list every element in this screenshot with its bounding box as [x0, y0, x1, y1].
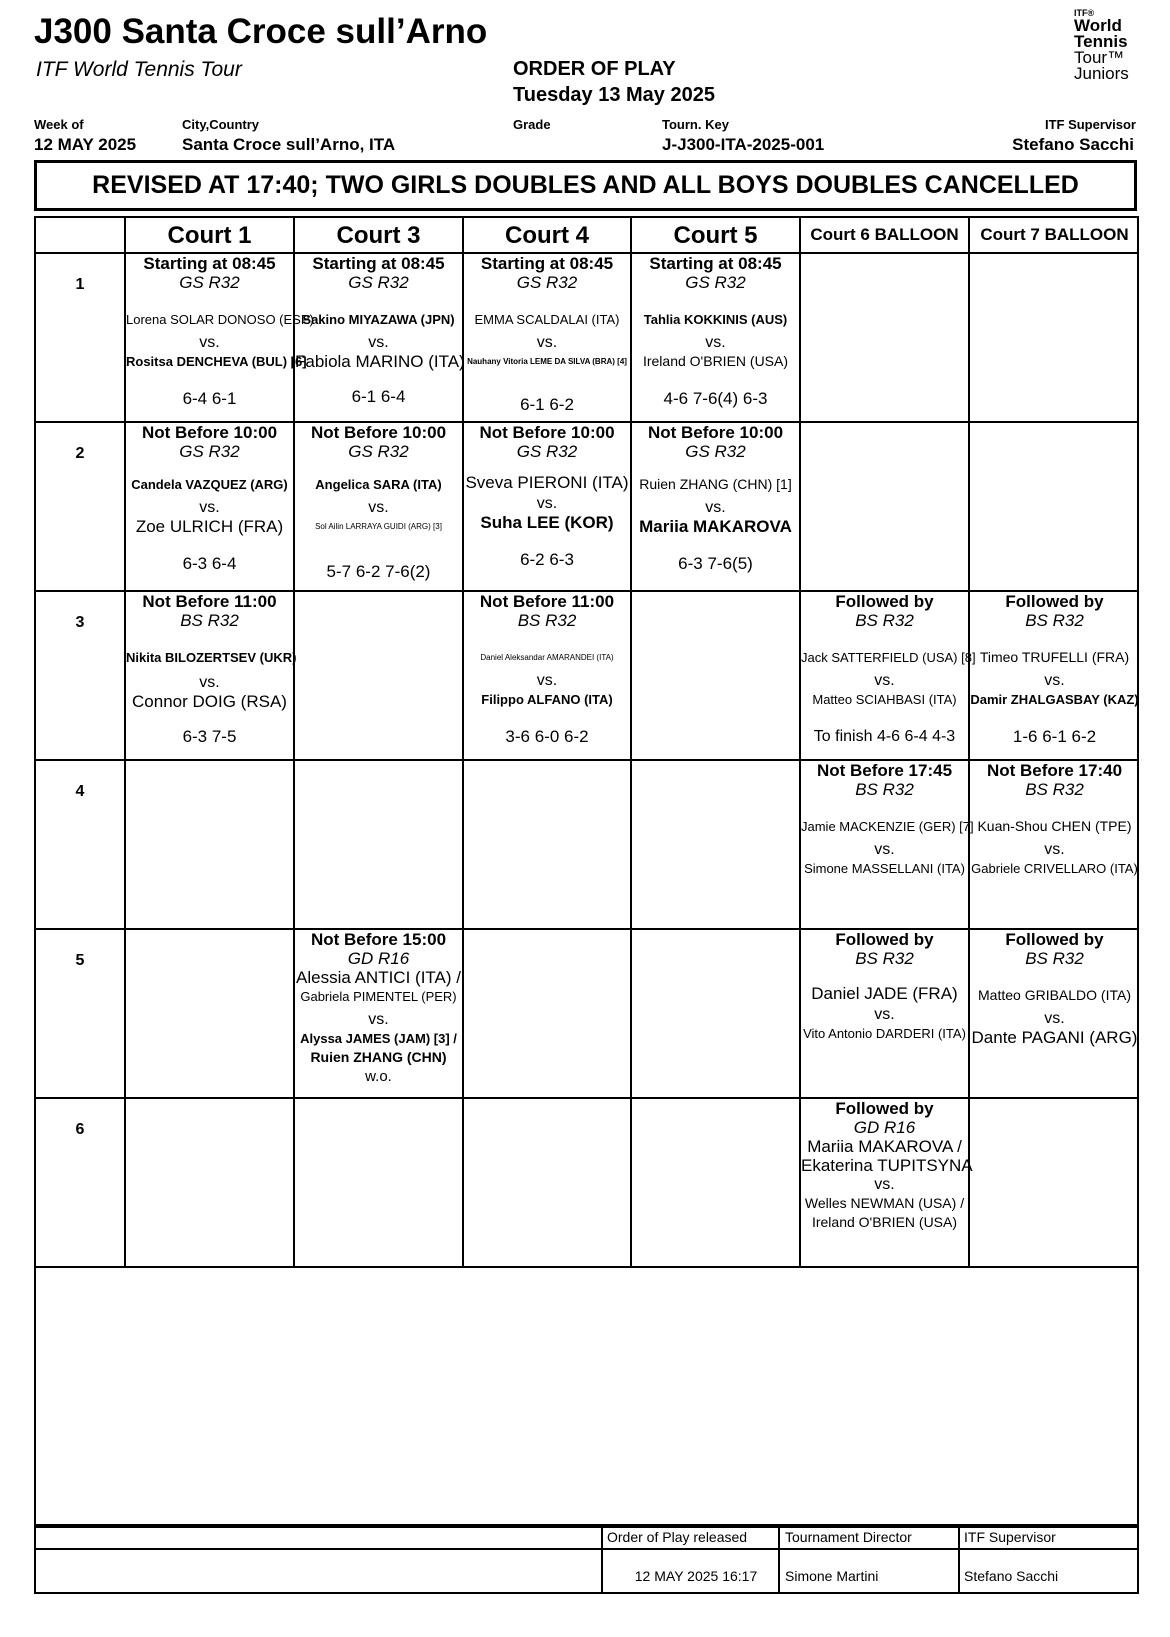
match-cell: [126, 592, 295, 761]
order-of-play-grid: [34, 216, 1139, 1526]
match-round: GS R32: [348, 273, 409, 292]
match-cell: [295, 254, 464, 423]
match-round: GS R32: [516, 273, 578, 292]
tourn-key-label: Tourn. Key: [662, 117, 729, 132]
logo-itf-mark: ITF®: [1074, 8, 1095, 18]
supervisor-value: Stefano Sacchi: [1012, 135, 1134, 154]
empty-cell: [632, 761, 801, 930]
match-cell: [295, 930, 464, 1099]
versus: vs.: [536, 334, 558, 351]
versus: vs.: [536, 495, 558, 512]
empty-cell: [464, 761, 632, 930]
match-score: 6-3 7-6(5): [678, 554, 753, 573]
play-date: Tuesday 13 May 2025: [513, 84, 715, 106]
match-score: 3-6 6-0 6-2: [505, 727, 589, 746]
match-cell: [126, 423, 295, 592]
match-score: 6-4 6-1: [182, 389, 237, 408]
player-1: Candela VAZQUEZ (ARG): [131, 477, 288, 492]
match-score: 6-3 6-4: [182, 554, 237, 573]
match-round: BS R32: [855, 780, 914, 799]
match-time: Not Before 11:00: [142, 592, 277, 611]
match-round: GS R32: [179, 442, 240, 461]
match-time: Not Before 10:00: [647, 423, 784, 442]
player-2: Gabriele CRIVELLARO (ITA): [971, 861, 1138, 876]
player-2: Matteo SCIAHBASI (ITA): [812, 692, 957, 707]
player-1: Jack SATTERFIELD (USA) [8]: [801, 650, 976, 665]
city-label: City,Country: [182, 117, 260, 132]
versus: vs.: [1044, 672, 1065, 689]
logo-line-juniors: Juniors: [1074, 64, 1129, 83]
versus: vs.: [1044, 1010, 1065, 1027]
team-1-player-b: Ekaterina TUPITSYNA: [801, 1156, 973, 1175]
match-time: Not Before 17:45: [816, 761, 953, 780]
player-2: Mariia MAKAROVA: [639, 517, 792, 536]
empty-cell: [464, 930, 632, 1099]
match-score: 6-1 6-2: [520, 395, 574, 414]
tournament-title: J300 Santa Croce sull’Arno: [34, 12, 488, 51]
empty-cell: [970, 423, 1139, 592]
versus: vs.: [368, 499, 389, 516]
footer-supervisor-value: Stefano Sacchi: [964, 1568, 1059, 1584]
match-round: BS R32: [1025, 780, 1084, 799]
player-1: Daniel JADE (FRA): [811, 984, 958, 1003]
match-time: Not Before 11:00: [479, 592, 615, 611]
match-round: BS R32: [180, 611, 239, 630]
player-1: Matteo GRIBALDO (ITA): [978, 987, 1131, 1003]
director-label: Tournament Director: [785, 1529, 912, 1545]
itf-juniors-logo: [1074, 8, 1154, 82]
player-2: Dante PAGANI (ARG): [971, 1028, 1138, 1047]
court-header-3: Court 3: [295, 218, 464, 254]
released-label: Order of Play released: [607, 1529, 748, 1545]
empty-cell: [970, 1099, 1139, 1268]
row-number-6: 6: [36, 1099, 126, 1268]
court-header-4: Court 4: [464, 218, 632, 254]
empty-cell: [126, 761, 295, 930]
player-1: Timeo TRUFELLI (FRA): [979, 649, 1130, 665]
versus: vs.: [199, 334, 220, 351]
court-header-6-balloon: Court 6 BALLOON: [801, 218, 970, 254]
player-2: Suha LEE (KOR): [480, 513, 614, 532]
team-1-player-a: Alessia ANTICI (ITA) /: [296, 968, 461, 987]
team-2-player-a: Alyssa JAMES (JAM) [3] /: [300, 1031, 457, 1046]
player-1: Sveva PIERONI (ITA): [465, 473, 629, 492]
match-time: Followed by: [1005, 592, 1104, 611]
city-value: Santa Croce sull’Arno, ITA: [182, 135, 396, 154]
versus: vs.: [1044, 841, 1065, 858]
tour-subtitle: ITF World Tennis Tour: [36, 58, 242, 81]
match-cell: [632, 254, 801, 423]
match-cell: [801, 592, 976, 761]
player-2: Fabiola MARINO (ITA): [295, 352, 465, 371]
versus: vs.: [368, 334, 389, 351]
director-value: Simone Martini: [785, 1568, 879, 1584]
logo-line-tennis: Tennis: [1074, 32, 1128, 51]
match-round: BS R32: [1025, 949, 1084, 968]
logo-line-tour: Tour™: [1074, 48, 1125, 67]
row-number-3: 3: [36, 592, 126, 761]
empty-cell: [801, 254, 970, 423]
footer-supervisor-label: ITF Supervisor: [964, 1529, 1056, 1545]
order-of-play-heading: ORDER OF PLAY: [513, 58, 676, 80]
match-score: w.o.: [365, 1068, 392, 1085]
team-1-player-b: Gabriela PIMENTEL (PER): [300, 989, 457, 1004]
match-round: GS R32: [516, 442, 578, 461]
match-round: GS R32: [179, 273, 240, 292]
match-cell: [464, 423, 632, 592]
match-time: Starting at 08:45: [312, 254, 445, 273]
grade-label: Grade: [513, 117, 551, 132]
empty-cell: [464, 1099, 632, 1268]
player-2: Ireland O'BRIEN (USA): [642, 353, 789, 369]
versus: vs.: [199, 499, 220, 516]
versus: vs.: [705, 499, 726, 516]
player-2: Connor DOIG (RSA): [132, 692, 287, 711]
supervisor-label: ITF Supervisor: [1044, 117, 1136, 132]
logo-line-world: World: [1074, 16, 1122, 35]
match-cell: [970, 930, 1139, 1099]
match-round: GS R32: [685, 442, 746, 461]
match-time: Not Before 17:40: [986, 761, 1123, 780]
empty-cell: [295, 761, 464, 930]
revision-banner: REVISED AT 17:40; TWO GIRLS DOUBLES AND ALL BOYS DOUBLES CANCELLED: [34, 160, 1137, 211]
empty-cell: [801, 423, 970, 592]
empty-cell: [295, 1099, 464, 1268]
match-cell: [801, 1099, 973, 1268]
match-time: Starting at 08:45: [480, 254, 614, 273]
match-round: BS R32: [1025, 611, 1084, 630]
empty-cell: [295, 592, 464, 761]
court-header-1: Court 1: [126, 218, 295, 254]
tourn-key-value: J-J300-ITA-2025-001: [662, 135, 825, 154]
match-time: Followed by: [835, 592, 934, 611]
player-2: Nauhany Vitoria LEME DA SILVA (BRA) [4]: [467, 357, 627, 366]
signature-footer: [34, 1526, 1139, 1594]
match-time: Followed by: [835, 930, 934, 949]
match-round: GD R16: [347, 949, 410, 968]
player-1: Kuan-Shou CHEN (TPE): [977, 818, 1132, 834]
match-round: GS R32: [348, 442, 409, 461]
court-header-7-balloon: Court 7 BALLOON: [970, 218, 1139, 254]
match-score: 6-3 7-5: [182, 727, 237, 746]
versus: vs.: [874, 672, 895, 689]
match-time: Followed by: [835, 1099, 934, 1118]
match-cell: [970, 761, 1139, 930]
corner-cell: [36, 218, 126, 254]
player-1: Angelica SARA (ITA): [315, 477, 442, 492]
match-round: GD R16: [853, 1118, 916, 1137]
team-2-player-b: Ireland O'BRIEN (USA): [811, 1214, 958, 1230]
match-score: 1-6 6-1 6-2: [1012, 727, 1097, 746]
match-round: BS R32: [855, 611, 914, 630]
versus: vs.: [199, 674, 220, 691]
player-2: Damir ZHALGASBAY (KAZ): [970, 692, 1139, 707]
versus: vs.: [874, 1176, 895, 1193]
match-round: BS R32: [517, 611, 577, 630]
player-1: Ruien ZHANG (CHN) [1]: [639, 476, 792, 492]
match-time: Starting at 08:45: [143, 254, 276, 273]
player-1: Nikita BILOZERTSEV (UKR): [126, 650, 297, 665]
match-time: Not Before 10:00: [479, 423, 615, 442]
row-number-5: 5: [36, 930, 126, 1099]
match-score: 6-2 6-3: [520, 550, 574, 569]
week-label: Week of: [34, 117, 84, 132]
row-number-4: 4: [36, 761, 126, 930]
week-value: 12 MAY 2025: [34, 135, 137, 154]
match-time: Followed by: [1005, 930, 1104, 949]
match-time: Not Before 10:00: [310, 423, 447, 442]
released-value: 12 MAY 2025 16:17: [634, 1568, 758, 1584]
match-round: BS R32: [855, 949, 914, 968]
versus: vs.: [705, 334, 726, 351]
versus: vs.: [536, 672, 558, 689]
match-cell: [126, 254, 314, 423]
match-score: 4-6 7-6(4) 6-3: [663, 389, 768, 408]
match-cell: [970, 592, 1139, 761]
match-score: To finish 4-6 6-4 4-3: [813, 728, 956, 745]
empty-cell: [632, 592, 801, 761]
player-1: Jamie MACKENZIE (GER) [7]: [801, 819, 974, 834]
player-2: Vito Antonio DARDERI (ITA): [803, 1026, 966, 1041]
player-2: Simone MASSELLANI (ITA): [804, 861, 965, 876]
match-cell: [464, 592, 632, 761]
match-round: GS R32: [685, 273, 746, 292]
versus: vs.: [368, 1011, 389, 1028]
team-1-player-a: Mariia MAKAROVA /: [807, 1137, 962, 1156]
player-1: Lorena SOLAR DONOSO (ESP): [126, 312, 314, 327]
match-score: 5-7 6-2 7-6(2): [326, 562, 431, 581]
match-cell: [632, 423, 801, 592]
player-2: Zoe ULRICH (FRA): [135, 517, 284, 536]
empty-cell: [970, 254, 1139, 423]
match-cell: [295, 423, 464, 592]
player-1: Sakino MIYAZAWA (JPN): [302, 312, 455, 327]
team-2-player-a: Welles NEWMAN (USA) /: [804, 1195, 965, 1211]
player-1: EMMA SCALDALAI (ITA): [474, 312, 620, 327]
empty-cell: [632, 1099, 801, 1268]
court-header-5: Court 5: [632, 218, 801, 254]
player-1: Tahlia KOKKINIS (AUS): [643, 312, 788, 327]
row-number-2: 2: [36, 423, 126, 592]
match-cell: [801, 761, 974, 930]
empty-cell: [632, 930, 801, 1099]
empty-cell: [126, 930, 295, 1099]
player-2: Filippo ALFANO (ITA): [481, 692, 613, 707]
versus: vs.: [874, 841, 895, 858]
player-2: Sol Ailin LARRAYA GUIDI (ARG) [3]: [315, 522, 442, 531]
versus: vs.: [874, 1006, 895, 1023]
team-2-player-b: Ruien ZHANG (CHN): [310, 1049, 447, 1065]
match-score: 6-1 6-4: [351, 387, 406, 406]
player-2: Rositsa DENCHEVA (BUL) [6]: [126, 354, 307, 369]
match-cell: [801, 930, 970, 1099]
match-time: Not Before 10:00: [141, 423, 278, 442]
player-1: Daniel Aleksandar AMARANDEI (ITA): [480, 653, 614, 662]
match-time: Not Before 15:00: [310, 930, 447, 949]
empty-cell: [126, 1099, 295, 1268]
match-time: Starting at 08:45: [649, 254, 782, 273]
match-cell: [464, 254, 632, 423]
row-number-1: 1: [36, 254, 126, 423]
